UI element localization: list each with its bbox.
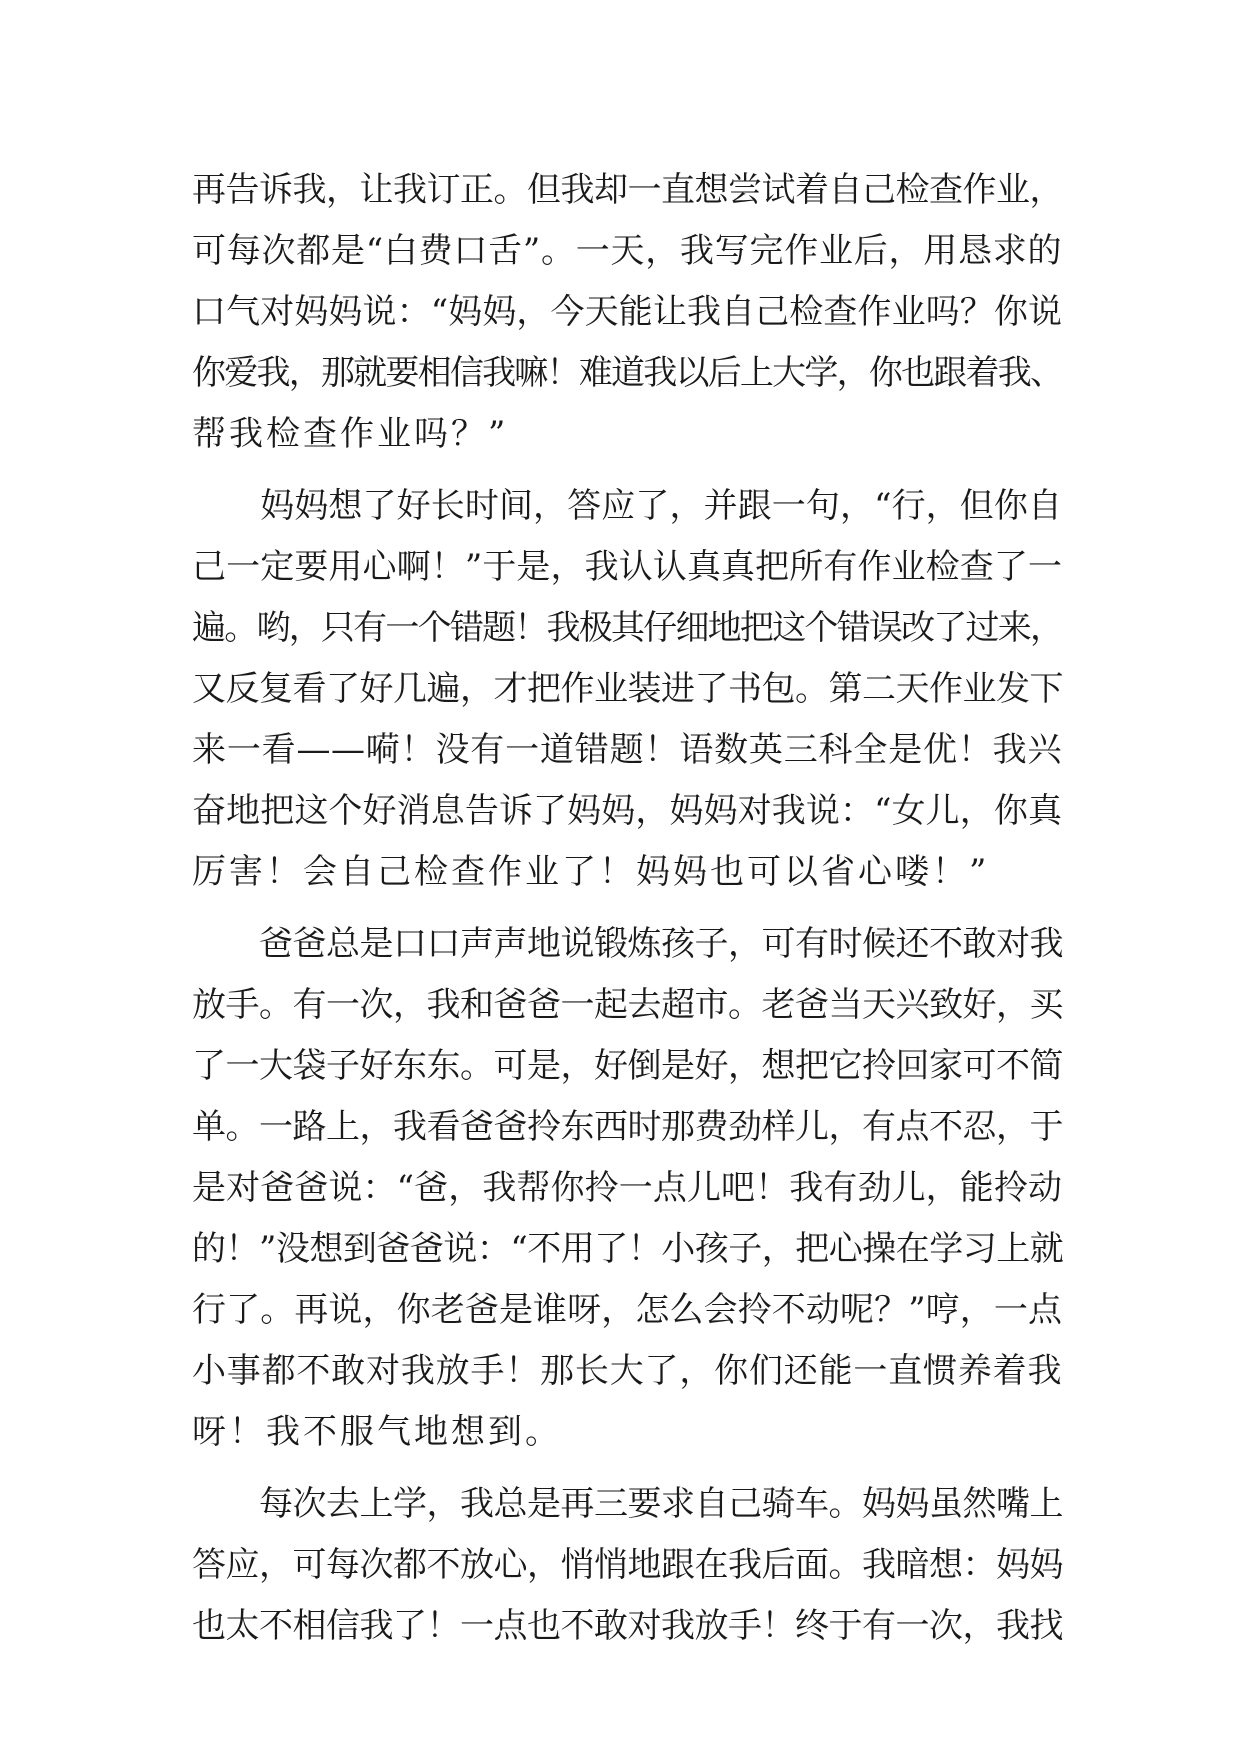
paragraph-gap bbox=[192, 903, 1062, 914]
text-line: 小事都不敢对我放手！那长大了，你们还能一直惯养着我 bbox=[192, 1351, 1062, 1391]
text-line: 可每次都是“白费口舌”。一天，我写完作业后，用恳求的 bbox=[192, 231, 1062, 271]
text-line: 厉害！会自己检查作业了！妈妈也可以省心喽！” bbox=[192, 852, 990, 892]
document-body bbox=[192, 160, 1062, 1657]
text-line: 是对爸爸说：“爸，我帮你拎一点儿吧！我有劲儿，能拎动 bbox=[192, 1168, 1062, 1208]
text-line: 放手。有一次，我和爸爸一起去超市。老爸当天兴致好，买 bbox=[192, 985, 1063, 1025]
text-line: 来一看——嗬！没有一道错题！语数英三科全是优！我兴 bbox=[192, 730, 1062, 770]
text-line: 再告诉我，让我订正。但我却一直想尝试着自己检查作业， bbox=[192, 170, 1063, 210]
paragraph-3 bbox=[192, 914, 1062, 1463]
text-line: 每次去上学，我总是再三要求自己骑车。妈妈虽然嘴上 bbox=[192, 1484, 1063, 1524]
paragraph-gap bbox=[192, 1463, 1062, 1474]
text-line: 妈妈想了好长时间，答应了，并跟一句，“行，但你自 bbox=[192, 486, 1062, 526]
text-line: 爸爸总是口口声声地说锻炼孩子，可有时候还不敢对我 bbox=[192, 924, 1063, 964]
text-line: 呀！我不服气地想到。 bbox=[192, 1412, 562, 1452]
paragraph-1 bbox=[192, 160, 1062, 465]
text-line: 帮我检查作业吗？” bbox=[192, 414, 509, 454]
text-line: 行了。再说，你老爸是谁呀，怎么会拎不动呢？”哼，一点 bbox=[192, 1290, 1062, 1330]
text-line: 遍。哟，只有一个错题！我极其仔细地把这个错误改了过来， bbox=[192, 608, 1062, 648]
paragraph-gap bbox=[192, 465, 1062, 476]
text-line: 单。一路上，我看爸爸拎东西时那费劲样儿，有点不忍，于 bbox=[192, 1107, 1063, 1147]
text-line: 也太不相信我了！一点也不敢对我放手！终于有一次，我找 bbox=[192, 1606, 1063, 1646]
paragraph-4 bbox=[192, 1474, 1062, 1657]
paragraph-2 bbox=[192, 476, 1062, 903]
text-line: 答应，可每次都不放心，悄悄地跟在我后面。我暗想：妈妈 bbox=[192, 1545, 1063, 1585]
text-line: 了一大袋子好东东。可是，好倒是好，想把它拎回家可不简 bbox=[192, 1046, 1063, 1086]
text-line: 奋地把这个好消息告诉了妈妈，妈妈对我说：“女儿，你真 bbox=[192, 791, 1062, 831]
text-line: 口气对妈妈说：“妈妈，今天能让我自己检查作业吗？你说 bbox=[192, 292, 1062, 332]
text-line: 己一定要用心啊！”于是，我认认真真把所有作业检查了一 bbox=[192, 547, 1062, 587]
text-line: 又反复看了好几遍，才把作业装进了书包。第二天作业发下 bbox=[192, 669, 1063, 709]
text-line: 你爱我，那就要相信我嘛！难道我以后上大学，你也跟着我、 bbox=[192, 353, 1062, 393]
text-line: 的！”没想到爸爸说：“不用了！小孩子，把心操在学习上就 bbox=[192, 1229, 1064, 1269]
